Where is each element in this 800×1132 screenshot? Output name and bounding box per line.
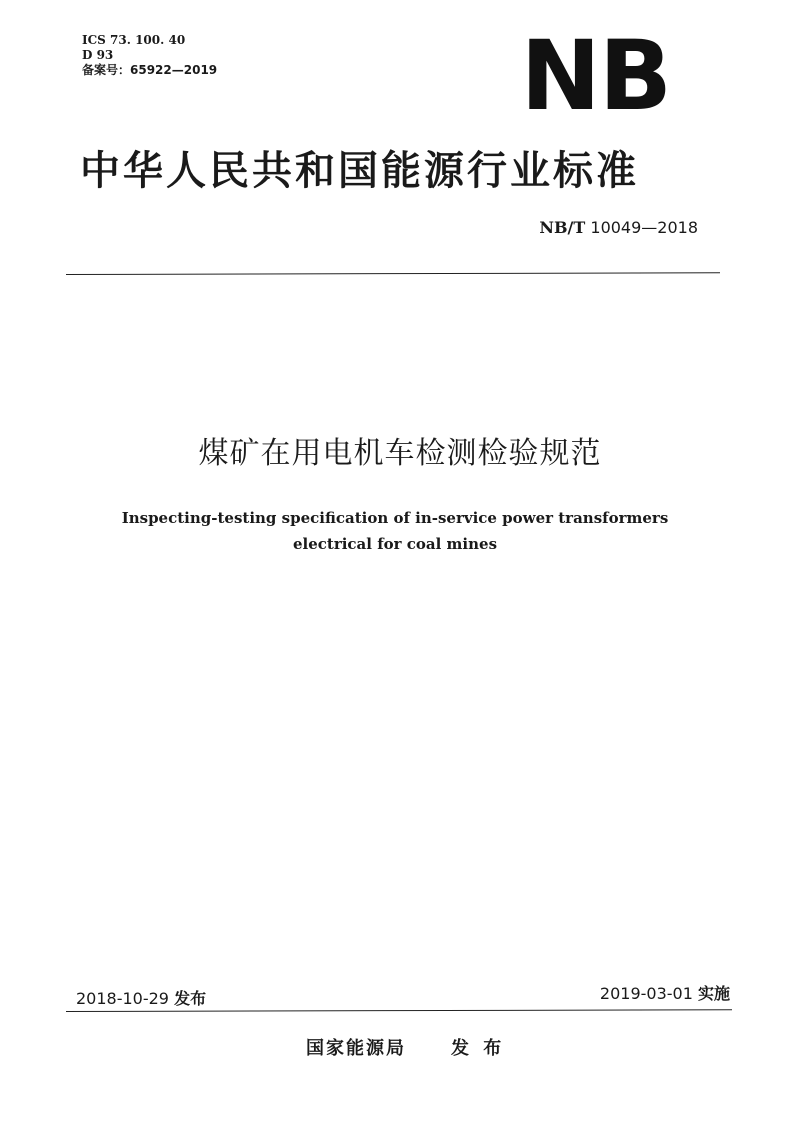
classification-code: D 93 <box>82 48 114 62</box>
title-chinese: 煤矿在用电机车检测检验规范 <box>198 436 602 471</box>
publish-label: 发 布 <box>451 1038 506 1059</box>
title-english-line-1: Inspecting-testing specification of in-service power transformers <box>121 509 669 527</box>
ics-code: ICS 73. 100. 40 <box>82 33 186 47</box>
title-english-line-2: electrical for coal mines <box>292 535 498 553</box>
standard-number-prefix: NB/T <box>539 218 586 237</box>
issue-date-value: 2018-10-29 <box>76 989 169 1008</box>
standard-number <box>539 218 698 238</box>
issue-date <box>76 989 206 1009</box>
implementation-date-label: 实施 <box>697 984 730 1003</box>
standard-number-value: 10049—2018 <box>585 218 698 237</box>
bottom-divider <box>66 1009 732 1012</box>
implementation-date <box>600 984 730 1004</box>
publisher: 国家能源局 <box>306 1038 406 1059</box>
implementation-date-value: 2019-03-01 <box>599 984 693 1003</box>
record-number: 备案号：65922—2019 <box>82 63 218 77</box>
top-divider <box>66 272 720 275</box>
nb-logo: NB <box>520 20 670 132</box>
issue-date-label: 发布 <box>174 989 207 1008</box>
standard-category: 中华人民共和国能源行业标准 <box>80 148 639 194</box>
